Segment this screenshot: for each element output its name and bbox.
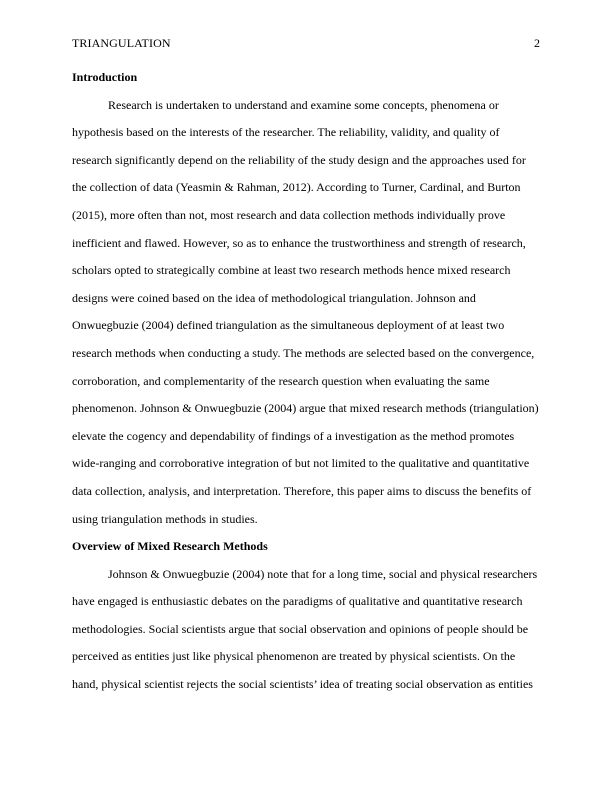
paragraph-line: using triangulation methods in studies. <box>72 511 258 526</box>
paragraph-line: elevate the cogency and dependability of findings of a investigation as the method promotes <box>72 428 515 443</box>
paragraph-line: research significantly depend on the reliability of the study design and the approaches used for <box>72 152 526 167</box>
paragraph-line: research methods when conducting a study. The methods are selected based on the convergence, <box>72 345 535 360</box>
paragraph-line: scholars opted to strategically combine at least two research methods hence mixed research <box>72 263 511 278</box>
paragraph-line: have engaged is enthusiastic debates on the paradigms of qualitative and quantitative research <box>72 594 523 609</box>
paragraph-line: Research is undertaken to understand and examine some concepts, phenomena or <box>108 97 499 112</box>
section-heading-overview: Overview of Mixed Research Methods <box>72 539 268 554</box>
paragraph-line: methodologies. Social scientists argue that social observation and opinions of people should be <box>72 621 529 636</box>
paragraph-line: corroboration, and complementarity of the research question when evaluating the same <box>72 373 490 388</box>
paragraph-line: Onwuegbuzie (2004) defined triangulation as the simultaneous deployment of at least two <box>72 318 505 333</box>
page-number: 2 <box>534 36 540 50</box>
paragraph-line: inefficient and flawed. However, so as to enhance the trustworthiness and strength of research, <box>72 235 526 250</box>
paragraph-line: phenomenon. Johnson & Onwuegbuzie (2004) argue that mixed research methods (triangulation) <box>72 401 539 416</box>
paragraph-line: perceived as entities just like physical phenomenon are treated by physical scientists. On the <box>72 649 516 664</box>
section-heading-introduction: Introduction <box>72 70 138 84</box>
paragraph-line: the collection of data (Yeasmin & Rahman, 2012). According to Turner, Cardinal, and Burton <box>72 180 521 195</box>
paragraph-line: wide-ranging and corroborative integration of but not limited to the qualitative and quantitative <box>72 456 530 471</box>
paragraph-line: (2015), more often than not, most research and data collection methods individually prove <box>72 207 506 222</box>
paragraph-line: hypothesis based on the interests of the researcher. The reliability, validity, and quality of <box>72 125 500 140</box>
running-head: TRIANGULATION <box>72 36 171 50</box>
document-body <box>72 64 540 699</box>
paragraph-line: designs were coined based on the idea of methodological triangulation. Johnson and <box>72 290 476 305</box>
paragraph-line: Johnson & Onwuegbuzie (2004) note that for a long time, social and physical researchers <box>108 566 538 581</box>
paragraph-line: data collection, analysis, and interpretation. Therefore, this paper aims to discuss the benefits of <box>72 483 532 498</box>
paragraph-line: hand, physical scientist rejects the social scientists’ idea of treating social observation as entities <box>72 677 533 692</box>
